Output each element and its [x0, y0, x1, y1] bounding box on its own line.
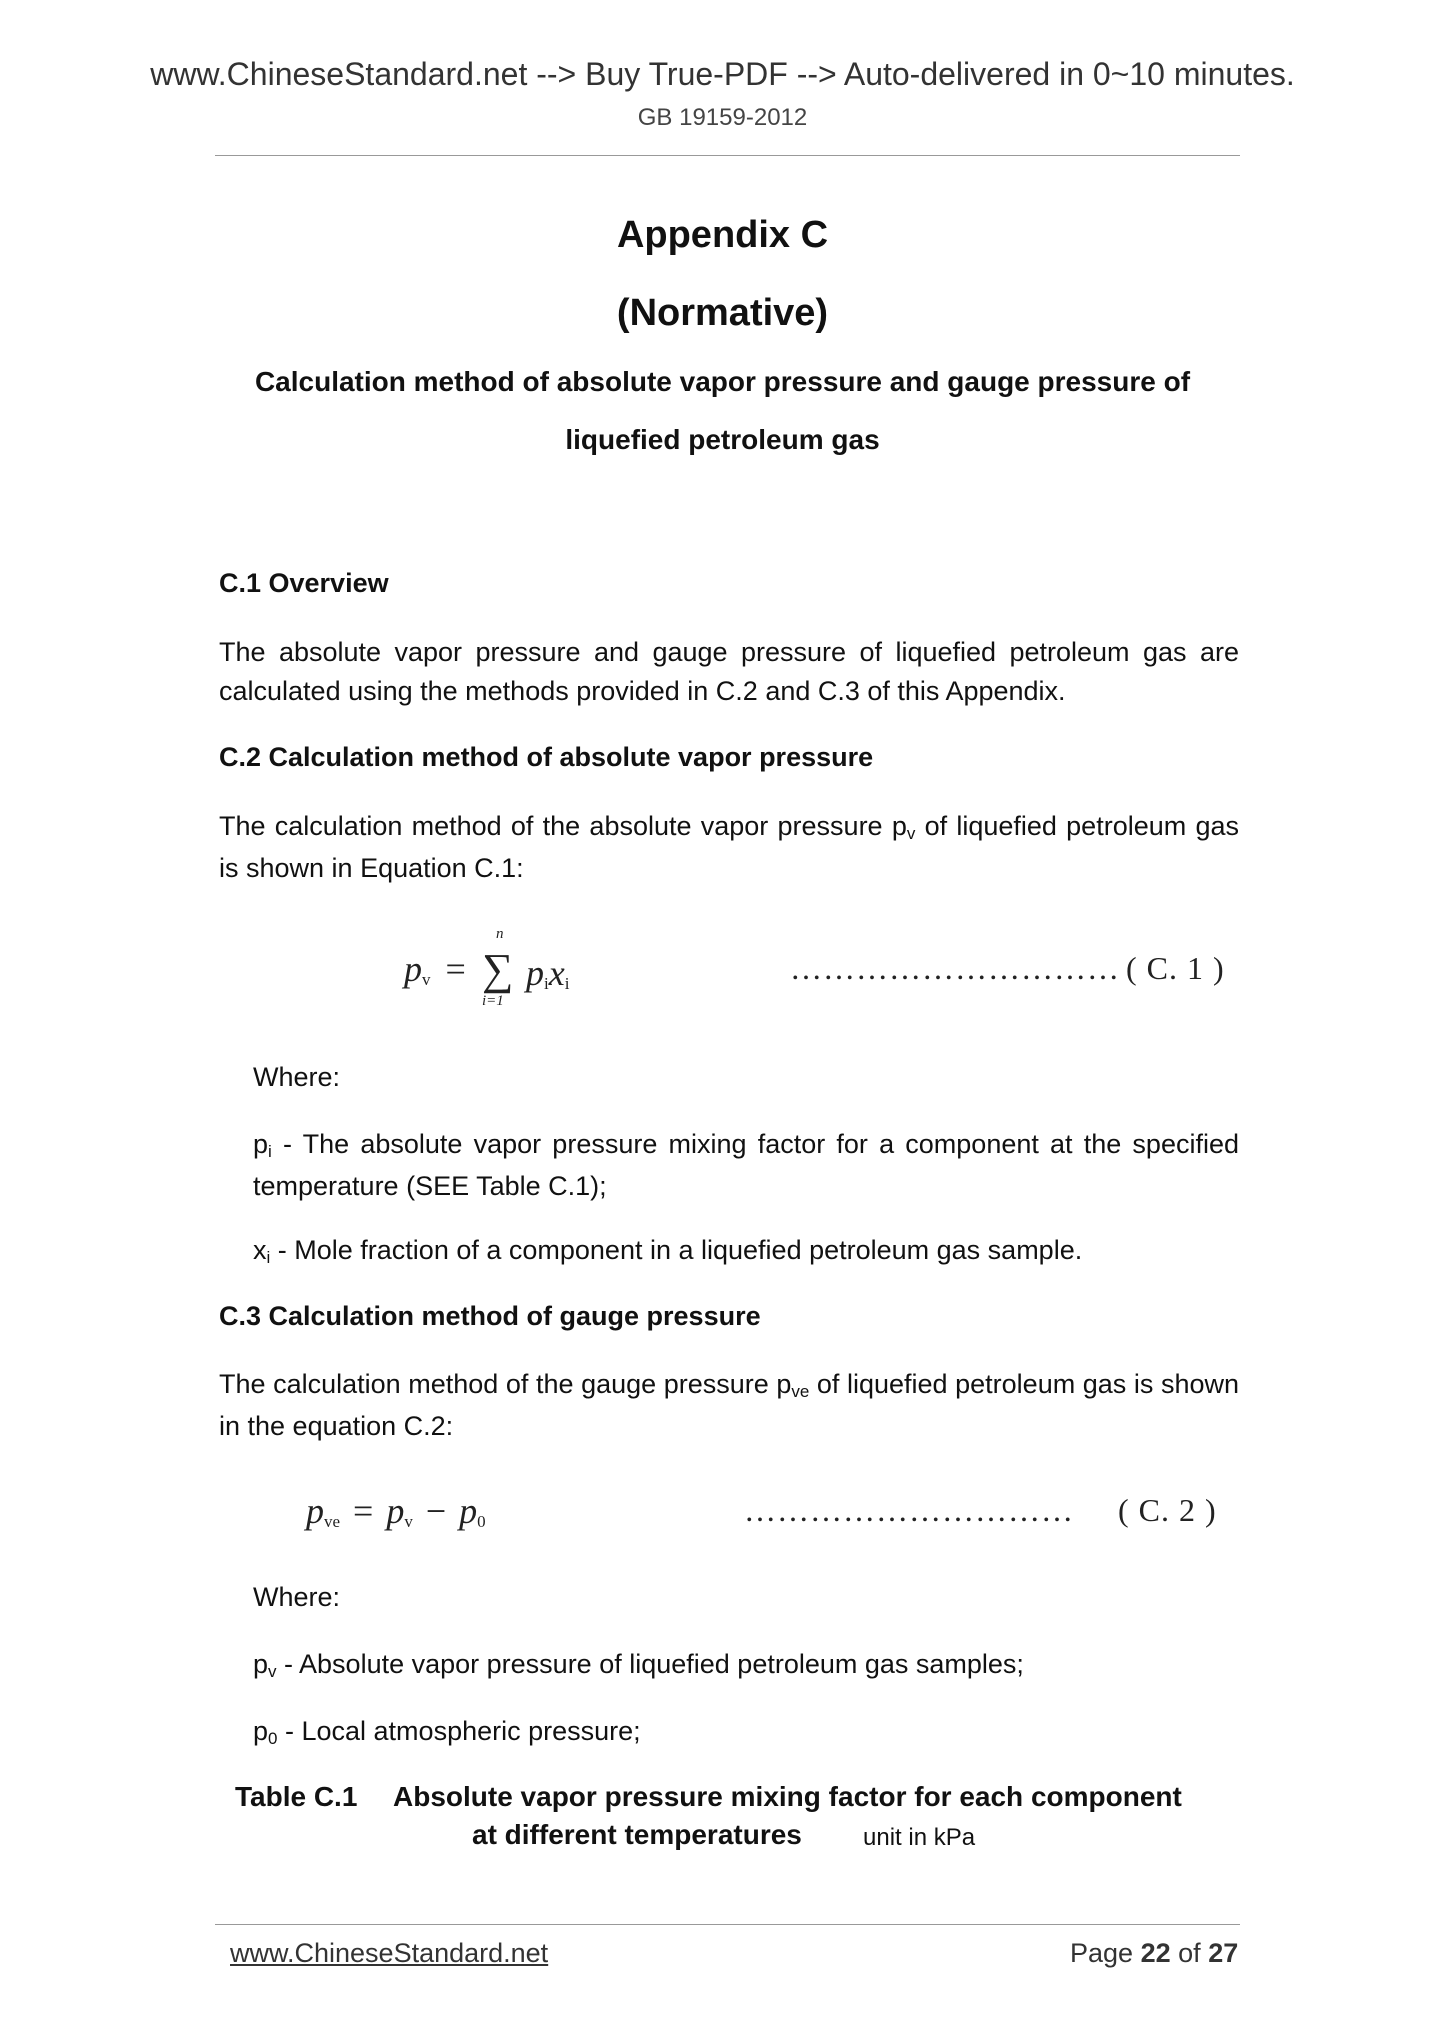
- c2-where: Where:: [253, 1062, 341, 1092]
- eq1-sum-lower: i=1: [482, 993, 504, 1009]
- eq1-term: [526, 952, 569, 994]
- eq1-leader-dots: …………………………: [790, 950, 1120, 986]
- table-label: Table C.1: [235, 1781, 358, 1812]
- c2-text-sub: v: [906, 824, 916, 843]
- eq1-number: ( C. 1 ): [1126, 950, 1225, 986]
- eq2-rhs2: p: [459, 1491, 478, 1531]
- footer-page-total: 27: [1208, 1938, 1239, 1968]
- footer-divider: [215, 1924, 1240, 1925]
- c3-def1-sym: p: [253, 1649, 269, 1679]
- c2-text-before: The calculation method of the absolute vapor pressure p: [219, 811, 907, 841]
- footer-page-of: of: [1178, 1938, 1201, 1968]
- footer-page-current: 22: [1140, 1938, 1171, 1968]
- eq2-lhs: p: [306, 1491, 324, 1531]
- c2-def2-sym: x: [253, 1235, 267, 1265]
- section-c3-heading: C.3 Calculation method of gauge pressure: [219, 1301, 761, 1331]
- eq1-term-p-sub: i: [544, 974, 549, 993]
- c3-text-after: of liquefied petroleum gas is shown in the equation C.2:: [219, 1369, 1239, 1441]
- c2-def2-sub: i: [266, 1248, 271, 1267]
- eq1-term-p: p: [526, 953, 544, 993]
- c3-def2-sub: 0: [268, 1729, 278, 1748]
- equation-c2: $p_{ve} = p_v - p_0$: [306, 1491, 486, 1531]
- eq2-leader-dots: …………………………: [744, 1492, 1074, 1528]
- section-c2-text: [219, 807, 1239, 888]
- eq1-lhs: p: [404, 949, 422, 989]
- eq1-sum-upper: n: [496, 926, 504, 942]
- appendix-subtitle-line1: Calculation method of absolute vapor pressure and gauge pressure of: [254, 366, 1191, 397]
- c3-definition-p0: [253, 1712, 1239, 1754]
- c2-def1-sub: i: [268, 1142, 272, 1161]
- c3-def1-sub: v: [268, 1662, 277, 1681]
- eq1-lhs-sub: v: [422, 970, 431, 989]
- c2-def1-sym: p: [253, 1129, 269, 1159]
- c3-text-before: The calculation method of the gauge pressure p: [219, 1369, 792, 1399]
- sum-icon: ∑: [482, 945, 514, 994]
- eq2-lhs-sub: ve: [324, 1512, 341, 1531]
- table-caption-line2: at different temperatures: [472, 1819, 802, 1850]
- eq1-term-x-sub: i: [564, 974, 570, 993]
- c3-def1-text: - Absolute vapor pressure of liquefied petroleum gas samples;: [276, 1649, 1024, 1679]
- c2-def1-text: - The absolute vapor pressure mixing factor for a component at the specified temperature (SEE Table C.1);: [253, 1129, 1239, 1201]
- eq2-rhs2-sub: 0: [477, 1512, 486, 1531]
- appendix-subtitle-line2: liquefied petroleum gas: [565, 424, 880, 455]
- standard-code: GB 19159-2012: [637, 104, 808, 131]
- equation-c1: $p_v$ =: [404, 949, 466, 989]
- c3-def2-sym: p: [253, 1716, 269, 1746]
- eq2-number: ( C. 2 ): [1118, 1492, 1217, 1528]
- c2-definition-pi: [253, 1125, 1239, 1206]
- c3-where: Where:: [253, 1582, 341, 1612]
- table-unit: unit in kPa: [863, 1824, 976, 1851]
- c2-definition-xi: [253, 1231, 1239, 1273]
- footer-page-indicator: [1070, 1938, 1238, 1969]
- c2-text-after: of liquefied petroleum gas is shown in Equation C.1:: [219, 811, 1240, 883]
- header-divider: [215, 155, 1240, 156]
- appendix-nature: (Normative): [616, 292, 829, 334]
- c3-def2-text: - Local atmospheric pressure;: [277, 1716, 641, 1746]
- eq2-rhs1: p: [386, 1491, 405, 1531]
- section-c1-text: The absolute vapor pressure and gauge pressure of liquefied petroleum gas are calculated using the methods provided in C.2 and C.3 of this Appendix.: [219, 637, 1239, 706]
- section-c3-text: [219, 1365, 1239, 1446]
- footer-site-link[interactable]: www.ChineseStandard.net: [230, 1938, 549, 1968]
- section-c1-heading: C.1 Overview: [219, 568, 389, 598]
- eq2-rhs1-sub: v: [404, 1512, 413, 1531]
- c3-text-sub: ve: [791, 1382, 810, 1401]
- c3-definition-pv: [253, 1645, 1239, 1687]
- table-caption-line1: Absolute vapor pressure mixing factor for each component: [393, 1781, 1182, 1812]
- eq1-term-x: x: [548, 953, 565, 993]
- footer-page-word: Page: [1070, 1938, 1134, 1968]
- appendix-title: Appendix C: [616, 214, 829, 256]
- header-banner[interactable]: www.ChineseStandard.net --> Buy True-PDF --> Auto-delivered in 0~10 minutes.: [150, 56, 1295, 92]
- section-c2-heading: C.2 Calculation method of absolute vapor pressure: [219, 742, 874, 772]
- c2-def2-text: - Mole fraction of a component in a liquefied petroleum gas sample.: [270, 1235, 1083, 1265]
